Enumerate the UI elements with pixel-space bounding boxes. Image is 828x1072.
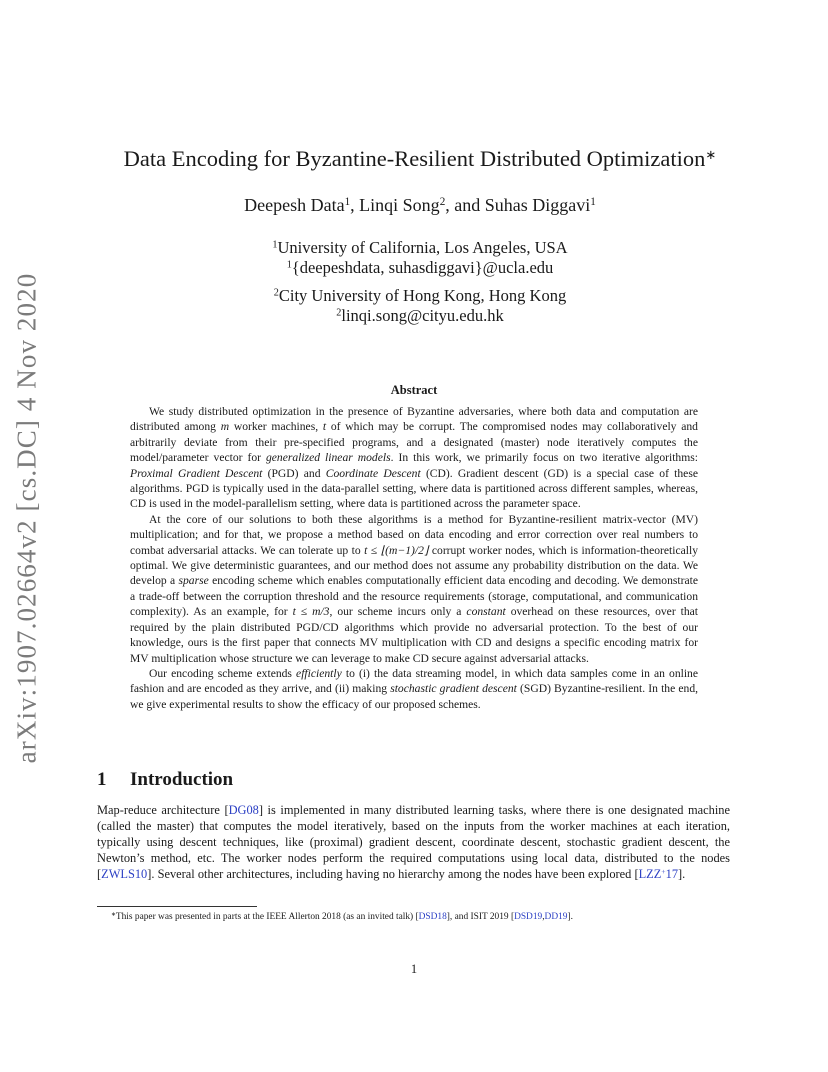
text-run: ], and ISIT 2019 [ bbox=[446, 912, 515, 922]
text-run: encoding scheme which enables computationally efficient data encoding and decoding. We demonstrate a trade-off between the corruption threshold and the resource requirements (storage, computational, and communication complexity). As an example, for bbox=[130, 574, 699, 619]
citation-text: LZZ bbox=[638, 867, 662, 881]
emphasis: Coordinate Descent bbox=[325, 466, 421, 480]
text-run: (CD). Gradient descent (GD) is a special case of these algorithms. PGD is typically used in the data-parallel setting, where data is partitioned across different samples, whereas, CD is used in the model-parallelism setting, where data is partitioned across the parameter space. bbox=[130, 466, 698, 511]
affiliation-cityu bbox=[120, 286, 720, 326]
footnote-indent bbox=[97, 912, 111, 922]
author-affil-mark: 1 bbox=[590, 195, 596, 208]
author-name: Suhas Diggavi bbox=[484, 195, 591, 215]
author-list bbox=[120, 195, 720, 216]
abstract-body bbox=[130, 404, 698, 712]
affil-mark: 2 bbox=[273, 287, 279, 299]
affiliation-institution-line bbox=[120, 286, 720, 306]
citation-link[interactable] bbox=[639, 867, 678, 881]
footnote-mark: ∗ bbox=[111, 911, 116, 918]
abstract-paragraph bbox=[130, 666, 698, 712]
text-run: (SGD) Byzantine-resilient. In the end, we give experimental results to show the efficacy of our proposed schemes. bbox=[130, 682, 699, 711]
citation-link[interactable]: ZWLS10 bbox=[101, 867, 148, 881]
author-affil-mark: 2 bbox=[439, 195, 446, 208]
abstract-heading: Abstract bbox=[390, 383, 438, 397]
text-run: , bbox=[542, 912, 545, 922]
text-run: ]. bbox=[678, 867, 686, 881]
institution-name: City University of Hong Kong, Hong Kong bbox=[278, 286, 567, 305]
author-affil-mark: 1 bbox=[344, 195, 351, 208]
citation-link[interactable]: DSD18 bbox=[418, 912, 447, 922]
text-run: . In this work, we primarily focus on two iterative algorithms: bbox=[390, 451, 698, 465]
institution-name: University of California, Los Angeles, USA bbox=[277, 238, 568, 257]
affiliation-institution-line bbox=[120, 238, 720, 258]
math-inline: t ≤ m/3 bbox=[292, 605, 330, 619]
text-run: to (i) the data streaming model, in which data samples come in an online fashion and are encoded as they arrive, and (ii) making bbox=[130, 666, 698, 696]
footnote-rule bbox=[97, 906, 257, 907]
affil-mark: 1 bbox=[286, 259, 292, 271]
emphasis: stochastic gradient descent bbox=[390, 682, 517, 696]
footnote bbox=[97, 911, 737, 923]
emphasis: sparse bbox=[178, 574, 209, 588]
author-name: Deepesh Data bbox=[244, 195, 345, 215]
text-run: worker machines, bbox=[233, 420, 319, 434]
affiliation-email-line bbox=[120, 306, 720, 326]
section-title: Introduction bbox=[130, 769, 234, 790]
text-run: ]. Several other architectures, including having no hierarchy among the nodes have been explored [ bbox=[147, 867, 639, 881]
page-number: 1 bbox=[410, 962, 418, 976]
citation-link[interactable]: DSD19 bbox=[514, 912, 543, 922]
text-run: This paper was presented in parts at the IEEE Allerton 2018 (as an invited talk) [ bbox=[115, 912, 419, 922]
section-heading bbox=[97, 769, 233, 791]
paper-title bbox=[90, 146, 750, 172]
text-run: We study distributed optimization in the presence of Byzantine adversaries, where both data and computation are distributed among bbox=[130, 405, 698, 434]
citation-link[interactable]: DG08 bbox=[228, 803, 259, 817]
abstract-paragraph bbox=[130, 404, 698, 512]
abstract-paragraph bbox=[130, 512, 698, 666]
title-text: Data Encoding for Byzantine-Resilient Distributed Optimization bbox=[123, 146, 706, 171]
title-footnote-mark: ∗ bbox=[705, 146, 717, 162]
text-run: of which may be corrupt. The compromised nodes may collaboratively and arbitrarily deviate from their pre-specified programs, and a designated (master) node iteratively computes the model/parameter vector for bbox=[130, 420, 698, 465]
author-email: linqi.song@cityu.edu.hk bbox=[341, 306, 504, 325]
arxiv-sidebar bbox=[4, 272, 50, 764]
math-var: t bbox=[322, 420, 327, 434]
arxiv-identifier: arXiv:1907.02664v2 [cs.DC] 4 Nov 2020 bbox=[11, 272, 42, 764]
text-run: (PGD) and bbox=[267, 466, 321, 480]
math-inline: t ≤ ⌊(m−1)/2⌋ bbox=[364, 543, 429, 557]
affil-mark: 1 bbox=[272, 239, 278, 251]
emphasis: constant bbox=[466, 605, 506, 619]
citation-text: 17 bbox=[665, 867, 679, 881]
text-run: overhead on these resources, over that required by the plain distributed PGD/CD algorithms which provide no adversarial protection. To the best of our knowledge, ours is the first paper that connects MV multiplication with CD and designs a specific encoding matrix for MV multiplication whose structure we can leverage to make CD secure against adversarial attacks. bbox=[130, 605, 699, 665]
text-run: , our scheme incurs only a bbox=[329, 605, 462, 619]
intro-paragraph bbox=[97, 802, 730, 882]
emphasis: efficiently bbox=[296, 666, 342, 680]
text-run: Our encoding scheme extends bbox=[149, 666, 292, 680]
author-email: {deepeshdata, suhasdiggavi}@ucla.edu bbox=[291, 258, 554, 277]
emphasis: Proximal Gradient Descent bbox=[130, 466, 263, 480]
author-name: Linqi Song bbox=[359, 195, 440, 215]
author-separator: , bbox=[350, 195, 360, 215]
introduction-body bbox=[97, 802, 730, 882]
math-var: m bbox=[220, 420, 230, 434]
affil-mark: 2 bbox=[336, 307, 342, 319]
text-run: Map-reduce architecture [ bbox=[97, 803, 229, 817]
text-run: corrupt worker nodes, which is information-theoretically optimal. We give deterministic guarantees, and our method does not assume any probability distribution on the data. We develop a bbox=[130, 543, 699, 588]
text-run: ]. bbox=[567, 912, 573, 922]
affiliation-ucla bbox=[120, 238, 720, 278]
text-run: At the core of our solutions to both these algorithms is a method for Byzantine-resilient matrix-vector (MV) multiplication; and for that, we propose a method based on data encoding and error correction over real numbers to combat adversarial attacks. We can tolerate up to bbox=[130, 512, 698, 557]
citation-sup: + bbox=[661, 866, 666, 876]
section-number: 1 bbox=[97, 769, 107, 790]
affiliation-email-line bbox=[120, 258, 720, 278]
emphasis: generalized linear models bbox=[265, 451, 391, 465]
text-run: ] is implemented in many distributed learning tasks, where there is one designated machine (called the master) that computes the model iteratively, based on the inputs from the worker machines at each iteration, typically using descent techniques, like (proximal) gradient descent, coordinate descent, stochastic gradient descent, the Newton’s method, etc. The worker nodes perform the required computations using local data, distributed to the nodes [ bbox=[97, 803, 730, 881]
author-separator: , and bbox=[445, 195, 485, 215]
citation-link[interactable]: DD19 bbox=[544, 912, 568, 922]
